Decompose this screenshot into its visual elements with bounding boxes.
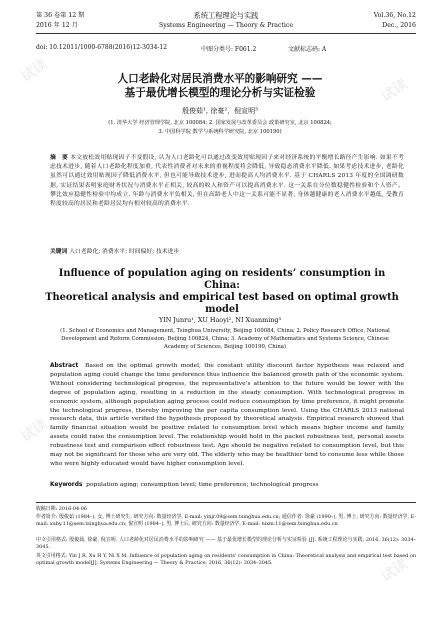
cn-abstract bbox=[50, 154, 404, 209]
watermark: 试读 bbox=[378, 76, 411, 106]
cn-keywords-text: 人口老龄化; 消费水平; 时间偏好; 技术进步 bbox=[69, 249, 180, 255]
cn-keywords bbox=[50, 246, 404, 255]
watermark: 试读 bbox=[18, 416, 51, 446]
doi: doi: 10.12011/1000-6788(2016)12-3034-12 bbox=[36, 44, 168, 51]
en-keywords bbox=[50, 482, 404, 488]
cn-affiliation-line1: (1. 清华大学 经济管理学院, 北京 100084; 2. 国家发展与改革委员会 政策研究室, 北京 100824; bbox=[108, 120, 332, 126]
footnote-cite-cn: 中文引用格式: 殷俊茹, 徐豪, 倪宣明. 人口老龄化对居民消费水平的影响研究 —— 基于最优增长模型的理论分析与实证检验 [J]. 系统工程理论与实践, 2016, 36(12): 3034–3045. bbox=[36, 537, 416, 551]
en-abstract bbox=[50, 362, 404, 469]
cn-abstract-label: 摘 要 bbox=[50, 155, 69, 161]
en-authors: YIN Junru¹, XU Haoyi², NI Xuanming³ bbox=[158, 316, 282, 324]
footnote-received: 收稿日期: 2016-04-06 bbox=[36, 506, 87, 512]
journal-en: Systems Engineering — Theory & Practice bbox=[158, 22, 294, 29]
en-affiliation bbox=[56, 327, 394, 351]
en-keywords-label: Keywords bbox=[50, 482, 83, 488]
date-en: Dec., 2016 bbox=[382, 22, 416, 29]
cn-keywords-label: 关键词 bbox=[50, 249, 68, 255]
clc-number: 中图分类号: F061.2 bbox=[201, 46, 257, 53]
en-keywords-text: population aging; consumption level; time preference; technological progress bbox=[86, 482, 319, 488]
header-rule bbox=[36, 33, 416, 34]
en-affiliation-line2: Development and Reform Commission, Beijing 100824, China; 3. Academy of Mathematics and Systems Science, Chinese bbox=[61, 336, 389, 342]
en-abstract-label: Abstract bbox=[50, 363, 79, 369]
footnote-rule bbox=[36, 502, 416, 503]
footnote-cite-en: 英文引用格式: Yin J R, Xu H Y, Ni X M. Influence of population aging on residents’ consumption in China: Theoretical analysis and empirical test based on optimal growth model[J]. Systems Engineering — Theory & Practice, 2016, 36(12): 3034–3045. bbox=[36, 553, 416, 567]
footnote-authors: 作者简介: 殷俊茹 (1984–), 女, 博士研究生, 研究方向: 数量经济学, E-mail: yinjr.09@sem.tsinghua.edu.cn; 通信作者: 徐豪 (1990–), 男, 博士, 研究方向: 数量经济学, E-mail: xuhy.11@sem.tsinghua.edu.cn; 倪宣明 (1984–), 男, 博士后, 研究方向: 数量经济学, E-mail: nixm.11@sem.tsinghua.edu.cn bbox=[36, 514, 416, 528]
watermark: 试读 bbox=[378, 556, 411, 586]
en-affiliation-line3: Academy of Sciences, Beijing 100190, China) bbox=[164, 344, 286, 350]
en-title bbox=[40, 268, 404, 316]
en-abstract-text: Based on the optimal growth model, the constant utility discount factor hypothesis was relaxed and population aging could change the time preference thus influence the balanced growth path of the economic system. Without considering technological progress, the representative’s attention to the future would be lower with the degree of population aging, resulting in a reduction in the steady consumption. With technological progress in economic system, although population aging process could reduce consumption by time preference, it might promote the technological progress, thereby improving the per capita consumption level. Using the CHARLS 2013 national research data, this article verified the hypothesis proposed by theoretical analysis. Empirical research showed that family financial situation would be positive related to consumption level which means higher income and family assets could raise the consumption level. The relationship would hold in the packet robustness test, personal assets robustness test and comparison effect robustness test. Age should be negative related to consumption level, but this may not be significant for those who are very old. The elderly who may be healthier tend to consume less while those who were highly educated would have higher consumption level. bbox=[50, 363, 405, 467]
volume-cn: 第 36 卷第 12 期 bbox=[36, 12, 85, 19]
document-code: 文献标志码: A bbox=[288, 46, 327, 53]
cn-title-line2: 基于最优增长模型的理论分析与实证检验 bbox=[124, 87, 316, 99]
cn-abstract-text: 本文放松效用贴现因子不变假设, 认为人口老龄化可以通过改变效用贴现因子来对经济系统的平衡增长路径产生影响. 如果不考虑技术进步, 随着人口老龄化程度加重, 代表性消费者对未来的重视程度将会降低, 导致稳态消费水平降低. 如果考虑技术进步, 老龄化虽然可以通过效用贴现因子降低消费水平, 但也可能导致技术进步, 进而提高人均消费水平. 基于 CHARLS 2013 年度的全国调研数据, 实证结果表明家庭财务状况与消费水平正相关, 较高的收入和资产可以提高消费水平. 这一关系在分位数稳健性检验和个人资产、攀比效应稳健性检验中均成立. 年龄与消费水平负相关, 但在高龄老人中这一关系可能不显著, 身体越健康的老人消费水平越低, 受教育程度较高的居民和老龄居民均有相对较高的消费水平. bbox=[50, 155, 404, 208]
en-title-line2: Theoretical analysis and empirical test based on optimal growth bbox=[45, 292, 399, 303]
cn-affiliation-line2: 3. 中国科学院 数学与系统科学研究院, 北京 100190) bbox=[158, 129, 282, 135]
date-cn: 2016 年 12 月 bbox=[36, 22, 78, 29]
watermark: 试读 bbox=[18, 56, 51, 86]
en-title-line3: model bbox=[205, 304, 239, 315]
en-affiliation-line1: (1. School of Economics and Management, Tsinghua University, Beijing 100084, China; 2. Policy Research Office, National bbox=[60, 328, 390, 334]
en-title-line1: Influence of population aging on residents’ consumption in China: bbox=[58, 268, 386, 291]
volume-en: Vol.36, No.12 bbox=[373, 12, 416, 19]
cn-authors: 殷俊茹¹, 徐豪²，倪宣明³ bbox=[182, 107, 258, 115]
cn-title-line1: 人口老龄化对居民消费水平的影响研究 —— bbox=[117, 73, 323, 85]
journal-cn: 系统工程理论与实践 bbox=[193, 11, 259, 20]
